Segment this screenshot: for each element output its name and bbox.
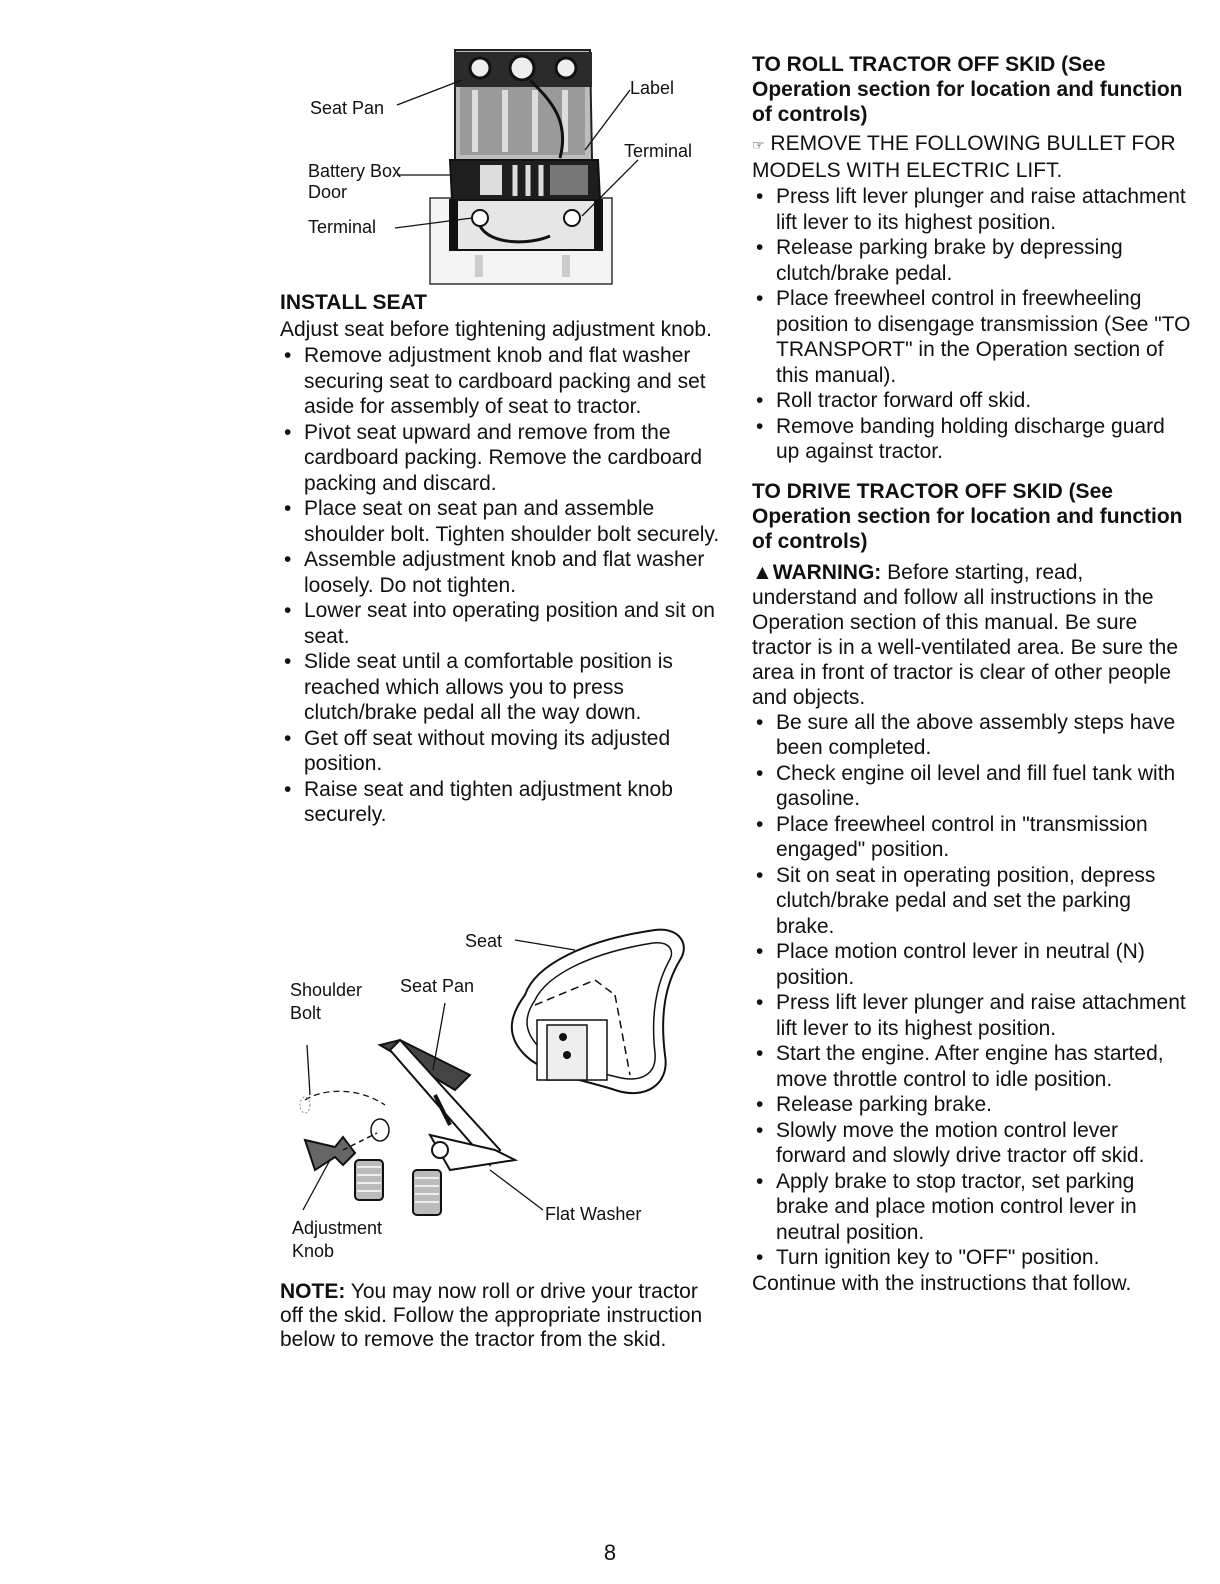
list-item: • Sit on seat in operating position, depress clutch/brake pedal and set the parking brake. — [752, 863, 1192, 940]
label-shoulder-bolt-1: Shoulder — [290, 980, 363, 1000]
list-item: • Remove adjustment knob and flat washer securing seat to cardboard packing and set aside for assembly of seat to tractor. — [280, 343, 720, 420]
note-label: NOTE: — [280, 1280, 346, 1303]
list-item: • Press lift lever plunger and raise attachment lift lever to its highest position. — [752, 990, 1192, 1041]
label-terminal-left: Terminal — [308, 217, 377, 237]
label-adjustment-knob-1: Adjustment — [292, 1218, 383, 1238]
label-terminal-right: Terminal — [624, 141, 693, 161]
roll-off-steps — [752, 184, 1192, 465]
list-item: • Place freewheel control in "transmission engaged" position. — [752, 812, 1192, 863]
label-seat-pan-2: Seat Pan — [400, 976, 475, 996]
closing-text: Continue with the instructions that follow. — [752, 1271, 1132, 1295]
label-label: Label — [630, 78, 675, 98]
drive-off-heading: TO DRIVE TRACTOR OFF SKID (See Operation section for location and function of controls) — [752, 479, 1183, 553]
label-adjustment-knob-2: Knob — [292, 1241, 335, 1261]
list-item: • Pivot seat upward and remove from the cardboard packing. Remove the cardboard packing and discard. — [280, 420, 720, 497]
list-item: • Place freewheel control in freewheeling position to disengage transmission (See "TO TRANSPORT" in the Operation section of this manual). — [752, 286, 1192, 388]
list-item: • Release parking brake by depressing clutch/brake pedal. — [752, 235, 1192, 286]
list-item: • Remove banding holding discharge guard up against tractor. — [752, 414, 1192, 465]
install-seat-steps — [280, 343, 720, 828]
label-battery-box: Battery Box — [308, 161, 402, 181]
install-seat-heading: INSTALL SEAT — [280, 291, 427, 314]
label-shoulder-bolt-2: Bolt — [290, 1003, 322, 1023]
label-seat: Seat — [465, 931, 503, 951]
list-item: • Release parking brake. — [752, 1092, 1192, 1118]
warning-paragraph — [752, 560, 1192, 710]
list-item: • Lower seat into operating position and sit on seat. — [280, 598, 720, 649]
list-item: • Raise seat and tighten adjustment knob securely. — [280, 777, 720, 828]
list-item: • Press lift lever plunger and raise attachment lift lever to its highest position. — [752, 184, 1192, 235]
list-item: • Place seat on seat pan and assemble shoulder bolt. Tighten shoulder bolt securely. — [280, 496, 720, 547]
drive-off-steps — [752, 710, 1192, 1271]
note-paragraph — [280, 1280, 720, 1352]
warning-label: WARNING: — [772, 560, 882, 584]
warning-triangle-icon: ▲ — [752, 560, 773, 584]
roll-off-heading: TO ROLL TRACTOR OFF SKID (See Operation section for location and function of controls) — [752, 53, 1183, 126]
label-door: Door — [308, 182, 348, 202]
electric-lift-note-text: REMOVE THE FOLLOWING BULLET FOR MODELS WITH ELECTRIC LIFT. — [752, 132, 1176, 182]
list-item: • Place motion control lever in neutral (N) position. — [752, 939, 1192, 990]
label-flat-washer: Flat Washer — [545, 1204, 642, 1224]
list-item: • Slide seat until a comfortable position is reached which allows you to press clutch/brake pedal all the way down. — [280, 649, 720, 726]
seat-assembly-figure — [285, 925, 715, 1270]
list-item: • Get off seat without moving its adjusted position. — [280, 726, 720, 777]
list-item: • Be sure all the above assembly steps have been completed. — [752, 710, 1192, 761]
list-item: • Apply brake to stop tractor, set parking brake and place motion control lever in neutral position. — [752, 1169, 1192, 1246]
page-number: 8 — [603, 1540, 617, 1565]
install-seat-intro: Adjust seat before tightening adjustment knob. — [280, 318, 712, 341]
electric-lift-note — [752, 131, 1192, 184]
warning-text: Before starting, read, understand and follow all instructions in the Operation section of this manual. Be sure tractor is in a well-ventilated area. Be sure the area in front of tractor is clear of other people and objects. — [752, 560, 1179, 709]
list-item: • Turn ignition key to "OFF" position. — [752, 1245, 1192, 1271]
list-item: • Slowly move the motion control lever forward and slowly drive tractor off skid. — [752, 1118, 1192, 1169]
battery-box-figure — [300, 40, 720, 290]
note-pointer-icon: ☞ — [752, 137, 765, 153]
list-item: • Check engine oil level and fill fuel tank with gasoline. — [752, 761, 1192, 812]
list-item: • Assemble adjustment knob and flat washer loosely. Do not tighten. — [280, 547, 720, 598]
label-seat-pan: Seat Pan — [310, 98, 385, 118]
list-item: • Roll tractor forward off skid. — [752, 388, 1192, 414]
list-item: • Start the engine. After engine has started, move throttle control to idle position. — [752, 1041, 1192, 1092]
note-text: You may now roll or drive your tractor off the skid. Follow the appropriate instruction below to remove the tractor from the skid. — [280, 1280, 703, 1351]
